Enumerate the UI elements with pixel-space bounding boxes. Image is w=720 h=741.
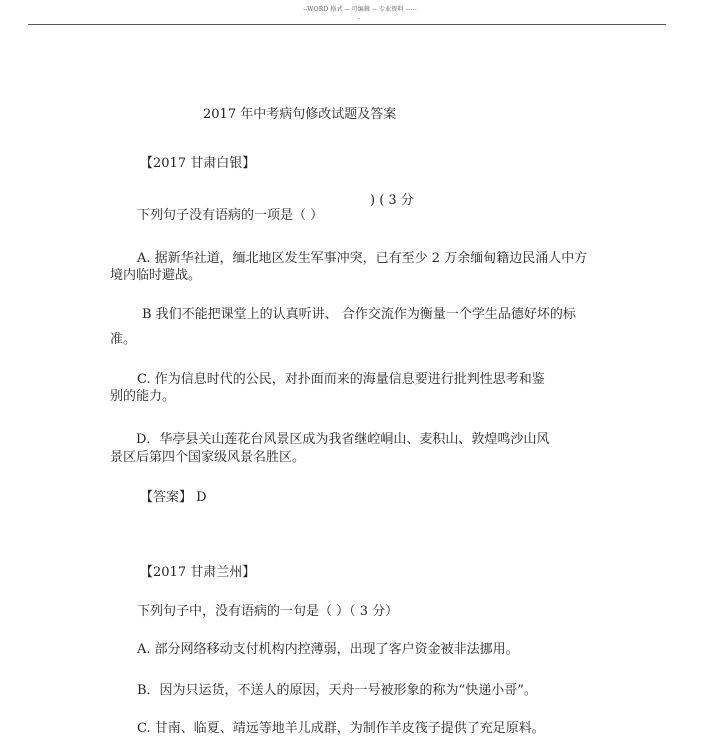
question-text-baiyin: 下列句子没有语病的一项是（ ） (137, 208, 324, 223)
option-a-line-2: 境内临时避战。 (110, 268, 202, 283)
option-c-lanzhou: C. 甘南、临夏、靖远等地羊儿成群，为制作羊皮筏子提供了充足原料。 (137, 721, 545, 736)
page-header-dot: - (358, 15, 361, 22)
option-c-line-1: C. 作为信息时代的公民，对扑面而来的海量信息要进行批判性思考和鉴 (137, 372, 545, 387)
question-score-baiyin: ) ( 3 分 (370, 193, 414, 208)
option-d-line-1: D．华亭县关山莲花台风景区成为我省继崆峒山、麦积山、敦煌鸣沙山风 (136, 432, 550, 447)
option-b-lanzhou: B．因为只运货，不送人的原因，天舟一号被形象的称为“快递小哥”。 (137, 683, 537, 698)
section-label-lanzhou: 【2017 甘肃兰州】 (140, 565, 256, 580)
option-d-line-2: 景区后第四个国家级风景名胜区。 (110, 450, 306, 465)
option-b-line-2: 准。 (110, 332, 137, 347)
section-label-baiyin: 【2017 甘肃白银】 (140, 156, 256, 171)
page-header-text: --WORD 格式 -- 可编辑 -- 专业资料 ----- (303, 6, 417, 13)
question-text-lanzhou: 下列句子中，没有语病的一句是（ ）（ 3 分） (137, 604, 399, 619)
header-divider (28, 24, 666, 25)
answer-baiyin: 【答案】 D (140, 490, 207, 505)
option-b-line-1: B 我们不能把课堂上的认真听讲、 合作交流作为衡量一个学生品德好坏的标 (142, 307, 576, 322)
option-c-line-2: 别的能力。 (110, 389, 176, 404)
option-a-lanzhou: A. 部分网络移动支付机构内控薄弱，出现了客户资金被非法挪用。 (137, 642, 519, 657)
page-title: 2017 年中考病句修改试题及答案 (203, 107, 397, 122)
option-a-line-1: A. 据新华社道，缅北地区发生军事冲突，已有至少 2 万余缅甸籍边民涌人中方 (137, 251, 588, 266)
